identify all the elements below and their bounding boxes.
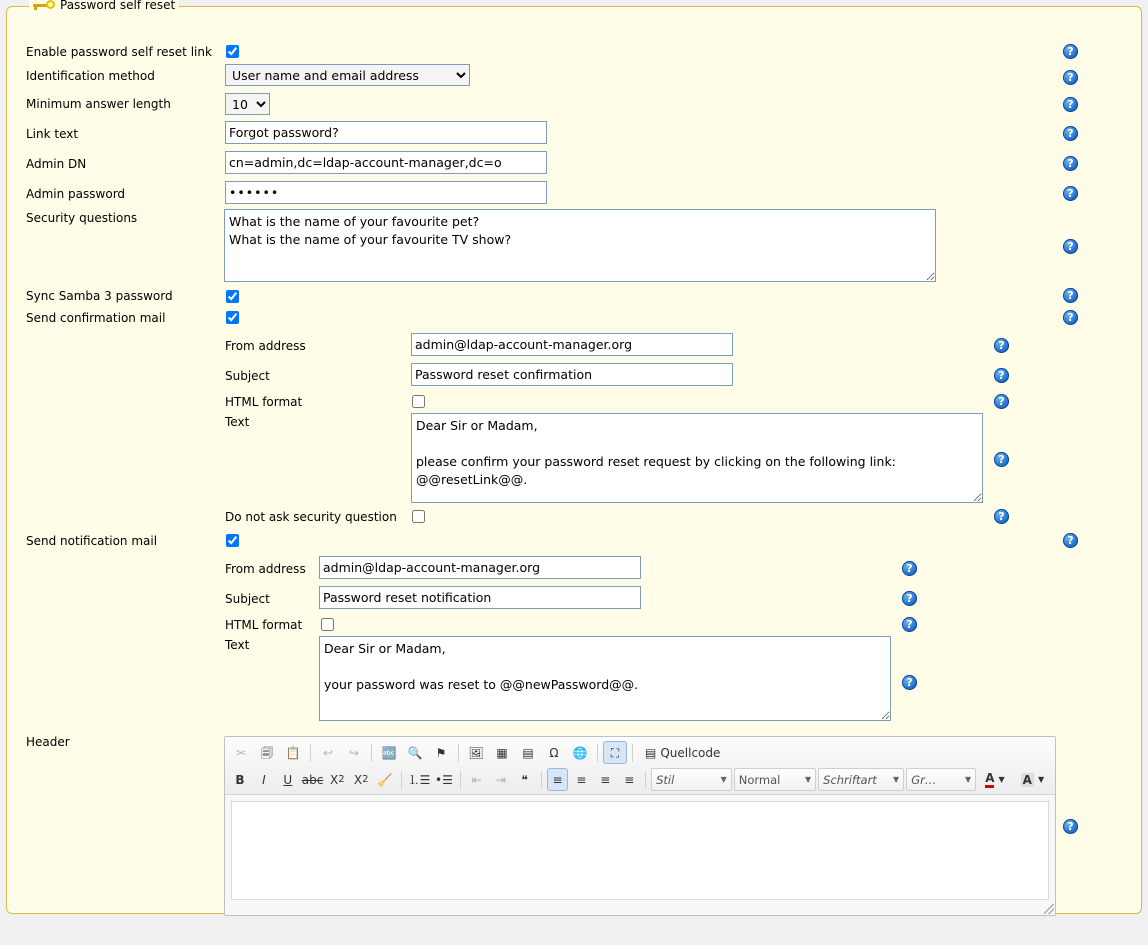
notification-html-format-checkbox[interactable]	[321, 618, 334, 631]
notification-html-format-label: HTML format	[225, 618, 303, 632]
help-icon-confirmation-subject[interactable]: ?	[994, 368, 1009, 383]
minimum-answer-length-select[interactable]	[225, 93, 270, 115]
outdent-icon[interactable]: ⇤	[471, 772, 482, 787]
font-combo-label: Schriftart	[823, 772, 877, 787]
security-questions-textarea[interactable]	[224, 209, 936, 282]
notification-subject-input[interactable]	[319, 586, 641, 609]
editor-toolbar	[225, 737, 1055, 795]
help-icon-sync-samba[interactable]: ?	[1063, 288, 1078, 303]
size-combo[interactable]: Gr… ▼	[906, 768, 976, 791]
notification-text-textarea[interactable]	[319, 636, 891, 721]
send-confirmation-mail-label: Send confirmation mail	[26, 311, 166, 325]
enable-link-checkbox[interactable]	[226, 45, 239, 58]
confirmation-html-format-checkbox[interactable]	[412, 395, 425, 408]
panel-legend	[29, 0, 179, 12]
source-code-icon: ▤	[645, 745, 657, 760]
send-notification-mail-label: Send notification mail	[26, 534, 158, 548]
notification-from-input[interactable]	[319, 556, 641, 579]
format-combo-label: Normal	[738, 772, 781, 787]
confirmation-from-label: From address	[225, 339, 306, 353]
minimum-answer-length-label: Minimum answer length	[26, 97, 171, 111]
align-justify-icon[interactable]: ≡	[624, 772, 635, 787]
background-color-icon[interactable]: A ▼	[1022, 772, 1045, 787]
source-code-label: Quellcode	[660, 745, 721, 760]
help-icon-notification-html-format[interactable]: ?	[902, 617, 917, 632]
send-notification-mail-checkbox[interactable]	[226, 534, 239, 547]
help-icon-header[interactable]: ?	[1063, 819, 1078, 834]
help-icon-link-text[interactable]: ?	[1063, 126, 1078, 141]
key-icon	[33, 0, 55, 10]
confirmation-text-label: Text	[225, 415, 250, 429]
confirmation-subject-input[interactable]	[411, 363, 733, 386]
blockquote-icon[interactable]: ❝	[521, 772, 528, 787]
help-icon-notification-text[interactable]: ?	[902, 675, 917, 690]
cut-icon[interactable]: ✂	[235, 745, 247, 760]
indent-icon[interactable]: ⇥	[495, 772, 506, 787]
help-icon-send-notification-mail[interactable]: ?	[1063, 533, 1078, 548]
help-icon-confirmation-html-format[interactable]: ?	[994, 394, 1009, 409]
image-icon[interactable]: 🖼	[468, 745, 484, 760]
undo-icon[interactable]: ↩	[322, 745, 334, 760]
bulleted-list-icon[interactable]: •☰	[435, 772, 453, 787]
header-rich-text-editor[interactable]	[224, 736, 1056, 916]
style-combo-label: Stil	[656, 772, 675, 787]
text-color-icon[interactable]: A ▼	[978, 768, 1011, 791]
style-combo[interactable]: Stil ▼	[651, 768, 732, 791]
admin-password-input[interactable]	[225, 181, 547, 204]
spellcheck-icon[interactable]: 🔤	[381, 745, 397, 760]
align-center-icon[interactable]: ≡	[576, 772, 587, 787]
numbered-list-icon[interactable]: ⒈☰	[407, 772, 431, 787]
paste-icon[interactable]: 📋	[285, 745, 301, 760]
subscript-icon[interactable]: X 2	[330, 772, 345, 787]
align-right-icon[interactable]: ≡	[600, 772, 611, 787]
help-icon-admin-password[interactable]: ?	[1063, 186, 1078, 201]
identification-method-select[interactable]	[225, 64, 470, 86]
redo-icon[interactable]: ↪	[348, 745, 360, 760]
link-text-label: Link text	[26, 127, 79, 141]
table-icon[interactable]: ▦	[496, 745, 508, 760]
admin-password-label: Admin password	[26, 187, 126, 201]
source-code-button[interactable]	[638, 741, 727, 764]
help-icon-admin-dn[interactable]: ?	[1063, 156, 1078, 171]
find-icon[interactable]: 🔍	[407, 745, 423, 760]
font-combo[interactable]: Schriftart ▼	[818, 768, 904, 791]
help-icon-send-confirmation-mail[interactable]: ?	[1063, 310, 1078, 325]
editor-resize-grip[interactable]	[1044, 904, 1054, 914]
confirmation-subject-label: Subject	[225, 369, 270, 383]
size-combo-label: Gr…	[911, 772, 937, 787]
copy-icon[interactable]: 🗐	[261, 745, 273, 760]
help-icon-security-questions[interactable]: ?	[1063, 239, 1078, 254]
editor-content-area[interactable]	[231, 801, 1049, 900]
identification-method-label: Identification method	[26, 69, 155, 83]
underline-icon[interactable]: U	[283, 772, 293, 787]
enable-link-label: Enable password self reset link	[26, 45, 212, 59]
confirmation-html-format-label: HTML format	[225, 395, 303, 409]
confirmation-text-textarea[interactable]	[411, 413, 983, 503]
sync-samba-checkbox[interactable]	[226, 290, 239, 303]
no-security-question-checkbox[interactable]	[412, 510, 425, 523]
remove-format-icon[interactable]: 🧹	[377, 772, 393, 787]
link-icon[interactable]: 🌐	[572, 745, 588, 760]
superscript-icon[interactable]: X 2	[353, 772, 369, 787]
italic-icon[interactable]: I	[262, 772, 266, 787]
help-icon-notification-subject[interactable]: ?	[902, 591, 917, 606]
bold-icon[interactable]: B	[235, 772, 245, 787]
editor-toolbar-row-1	[229, 740, 1051, 765]
help-icon-identification-method[interactable]: ?	[1063, 70, 1078, 85]
help-icon-enable-link[interactable]: ?	[1063, 44, 1078, 59]
flag-icon[interactable]: ⚑	[435, 745, 447, 760]
help-icon-no-security-question[interactable]: ?	[994, 509, 1009, 524]
help-icon-confirmation-text[interactable]: ?	[994, 452, 1009, 467]
security-questions-label: Security questions	[26, 211, 138, 225]
maximize-icon[interactable]: ⛶	[603, 741, 627, 764]
sync-samba-label: Sync Samba 3 password	[26, 289, 173, 303]
admin-dn-input[interactable]	[225, 151, 547, 174]
notification-subject-label: Subject	[225, 592, 270, 606]
align-left-icon[interactable]: ≡	[547, 768, 569, 791]
format-combo[interactable]: Normal ▼	[734, 768, 816, 791]
help-icon-minimum-answer-length[interactable]: ?	[1063, 97, 1078, 112]
notification-from-label: From address	[225, 562, 306, 576]
admin-dn-label: Admin DN	[26, 157, 87, 171]
strikethrough-icon[interactable]: abc	[301, 772, 324, 787]
confirmation-from-input[interactable]	[411, 333, 733, 356]
editor-toolbar-row-2	[229, 767, 1051, 792]
header-label: Header	[26, 735, 70, 749]
help-icon-confirmation-from[interactable]: ?	[994, 338, 1009, 353]
link-text-input[interactable]	[225, 121, 547, 144]
no-security-question-label: Do not ask security question	[225, 510, 397, 524]
special-character-icon[interactable]: Ω	[549, 745, 559, 760]
panel-legend-label: Password self reset	[60, 0, 176, 12]
help-icon-notification-from[interactable]: ?	[902, 561, 917, 576]
send-confirmation-mail-checkbox[interactable]	[226, 311, 239, 324]
notification-text-label: Text	[225, 638, 250, 652]
horizontal-rule-icon[interactable]: ▤	[522, 745, 534, 760]
